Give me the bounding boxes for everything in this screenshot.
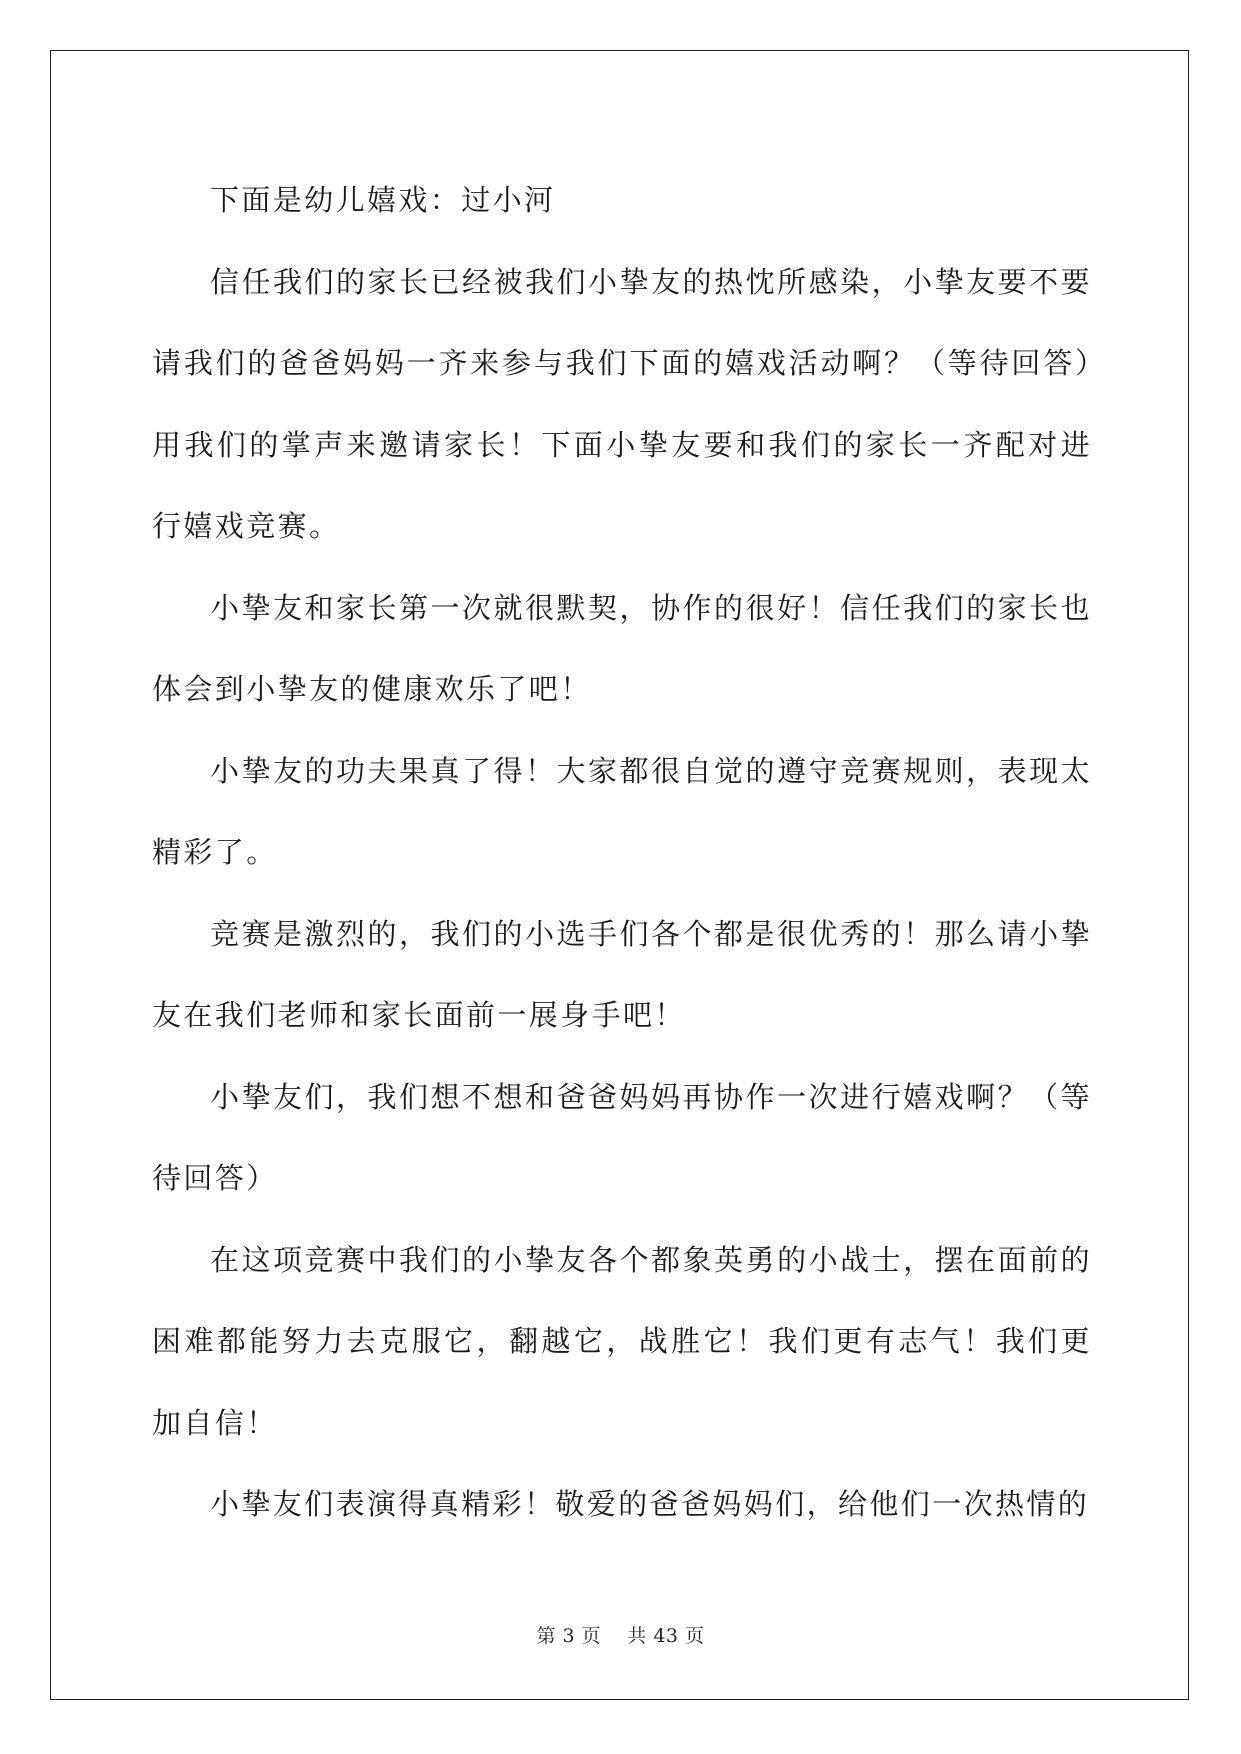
- paragraph: 信任我们的家长已经被我们小挚友的热忱所感染，小挚友要不要请我们的爸爸妈妈一齐来参与我们下面的嬉戏活动啊？（等待回答）用我们的掌声来邀请家长！下面小挚友要和我们的家长一齐配对进行嬉戏竞赛。: [152, 264, 1092, 543]
- paragraph: 小挚友们表演得真精彩！敬爱的爸爸妈妈们，给他们一次热情的: [210, 1487, 1090, 1521]
- paragraph: 小挚友的功夫果真了得！大家都很自觉的遵守竞赛规则，表现太精彩了。: [152, 753, 1092, 869]
- paragraph: 小挚友和家长第一次就很默契，协作的很好！信任我们的家长也体会到小挚友的健康欢乐了吧！: [152, 590, 1092, 706]
- paragraph: 小挚友们，我们想不想和爸爸妈妈再协作一次进行嬉戏啊？（等待回答）: [152, 1079, 1092, 1195]
- paragraph: 在这项竞赛中我们的小挚友各个都象英勇的小战士，摆在面前的困难都能努力去克服它，翻越它，战胜它！我们更有志气！我们更加自信！: [152, 1242, 1092, 1440]
- paragraph: 竞赛是激烈的，我们的小选手们各个都是很优秀的！那么请小挚友在我们老师和家长面前一展身手吧！: [152, 916, 1092, 1032]
- page-number-footer: 第 3 页 共 43 页: [536, 1625, 705, 1647]
- document-body: [152, 160, 1092, 1546]
- paragraph: 下面是幼儿嬉戏：过小河: [210, 183, 556, 217]
